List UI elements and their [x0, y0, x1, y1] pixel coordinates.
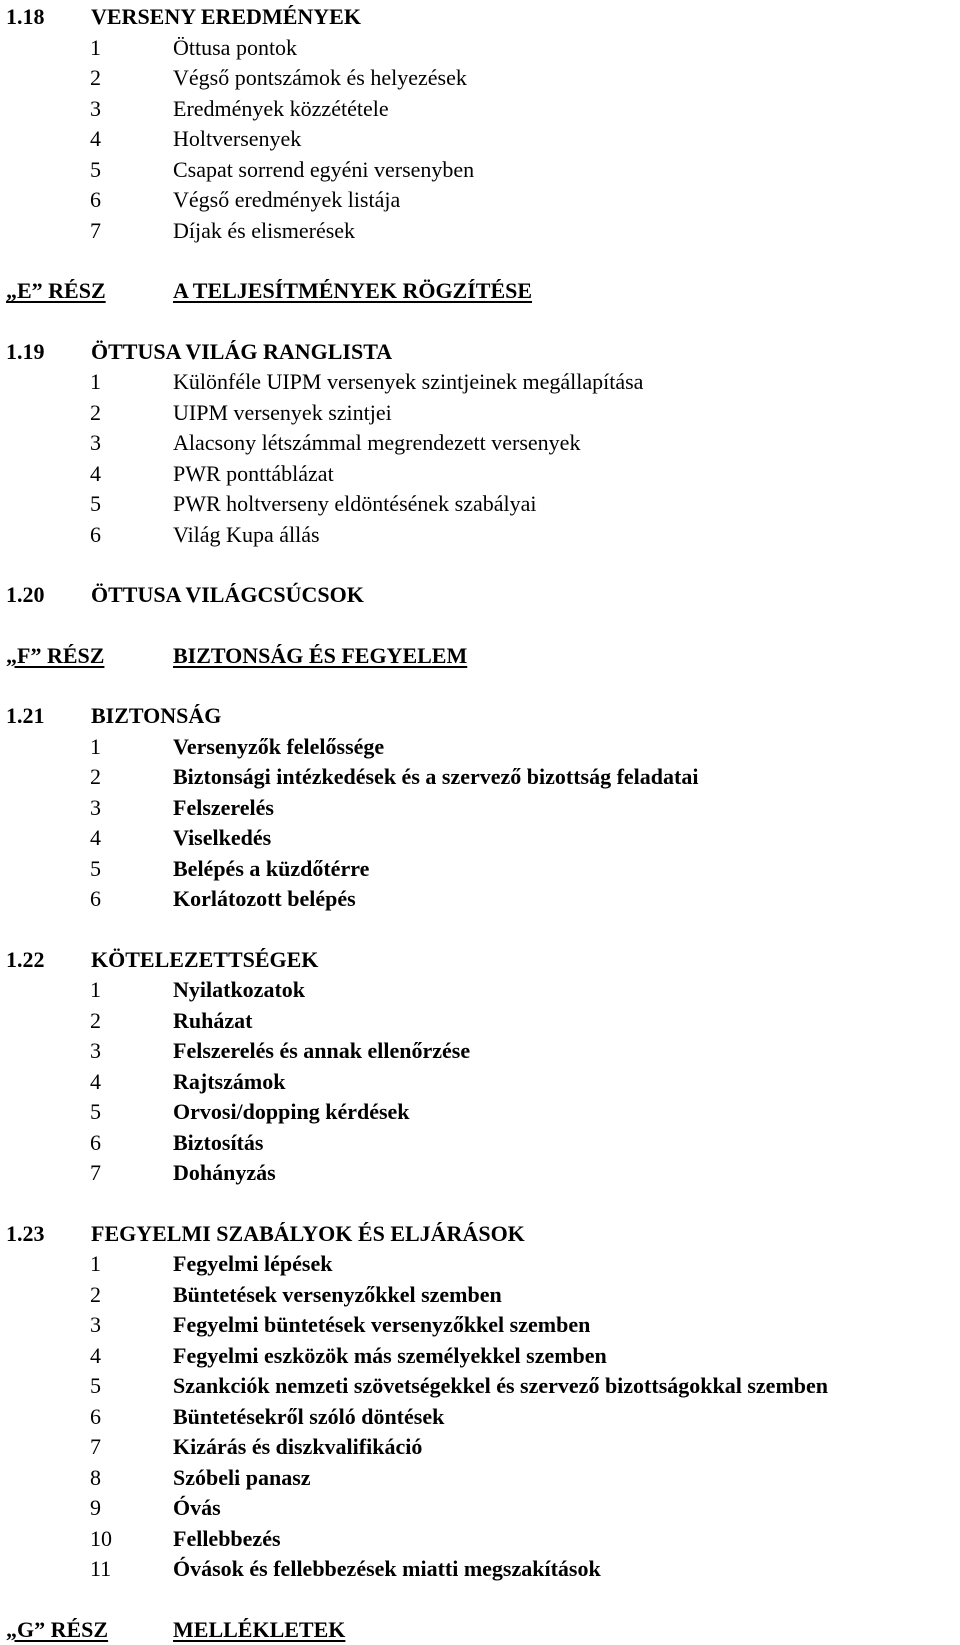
section-heading — [6, 1219, 956, 1250]
item-text: Nyilatkozatok — [173, 975, 305, 1006]
item-number: 1 — [90, 732, 101, 763]
section-heading — [6, 945, 956, 976]
item-number: 5 — [90, 489, 101, 520]
part-label: „F” RÉSZ — [6, 641, 104, 672]
item-text: UIPM versenyek szintjei — [173, 398, 392, 429]
section-number: 1.21 — [6, 701, 45, 732]
list-item — [6, 823, 956, 854]
item-text: Biztosítás — [173, 1128, 263, 1159]
section-1-21 — [6, 701, 956, 915]
list-item — [6, 1310, 956, 1341]
item-text: Csapat sorrend egyéni versenyben — [173, 155, 474, 186]
list-item — [6, 1158, 956, 1189]
part-title: A TELJESÍTMÉNYEK RÖGZÍTÉSE — [173, 276, 532, 307]
section-heading — [6, 701, 956, 732]
item-text: Végső pontszámok és helyezések — [173, 63, 467, 94]
item-text: Szóbeli panasz — [173, 1463, 311, 1494]
item-text: PWR holtverseny eldöntésének szabályai — [173, 489, 537, 520]
list-item — [6, 520, 956, 551]
item-number: 7 — [90, 1158, 101, 1189]
section-number: 1.20 — [6, 580, 45, 611]
list-item — [6, 975, 956, 1006]
item-text: Különféle UIPM versenyek szintjeinek megállapítása — [173, 367, 643, 398]
item-number: 4 — [90, 1341, 101, 1372]
section-spacer — [6, 307, 956, 337]
part-label: „G” RÉSZ — [6, 1615, 108, 1645]
list-item — [6, 94, 956, 125]
section-title: ÖTTUSA VILÁG RANGLISTA — [91, 337, 392, 368]
item-text: Ruházat — [173, 1006, 252, 1037]
list-item — [6, 1402, 956, 1433]
item-text: Világ Kupa állás — [173, 520, 320, 551]
item-text: Óvások és fellebbezések miatti megszakítások — [173, 1554, 601, 1585]
item-number: 6 — [90, 884, 101, 915]
item-number: 6 — [90, 1128, 101, 1159]
item-number: 6 — [90, 520, 101, 551]
list-item — [6, 1554, 956, 1585]
item-number: 2 — [90, 63, 101, 94]
section-1-20 — [6, 580, 956, 611]
item-text: Fegyelmi eszközök más személyekkel szemben — [173, 1341, 607, 1372]
list-item — [6, 1341, 956, 1372]
item-number: 2 — [90, 1280, 101, 1311]
section-title: BIZTONSÁG — [91, 701, 221, 732]
section-title: VERSENY EREDMÉNYEK — [91, 2, 361, 33]
item-number: 1 — [90, 367, 101, 398]
list-item — [6, 1249, 956, 1280]
item-number: 1 — [90, 1249, 101, 1280]
section-heading — [6, 337, 956, 368]
item-number: 5 — [90, 1371, 101, 1402]
item-text: Biztonsági intézkedések és a szervező bizottság feladatai — [173, 762, 698, 793]
section-title: FEGYELMI SZABÁLYOK ÉS ELJÁRÁSOK — [91, 1219, 525, 1250]
list-item — [6, 367, 956, 398]
list-item — [6, 1524, 956, 1555]
item-number: 6 — [90, 185, 101, 216]
list-item — [6, 63, 956, 94]
item-number: 7 — [90, 216, 101, 247]
list-item — [6, 884, 956, 915]
item-number: 9 — [90, 1493, 101, 1524]
list-item — [6, 1280, 956, 1311]
section-spacer — [6, 550, 956, 580]
item-number: 11 — [90, 1554, 111, 1585]
item-text: Díjak és elismerések — [173, 216, 355, 247]
section-1-23 — [6, 1219, 956, 1585]
item-text: Versenyzők felelőssége — [173, 732, 384, 763]
list-item — [6, 1006, 956, 1037]
item-number: 10 — [90, 1524, 112, 1555]
part-label: „E” RÉSZ — [6, 276, 106, 307]
item-number: 6 — [90, 1402, 101, 1433]
list-item — [6, 1432, 956, 1463]
part-heading — [6, 641, 956, 672]
item-text: Felszerelés — [173, 793, 274, 824]
list-item — [6, 793, 956, 824]
item-text: Viselkedés — [173, 823, 271, 854]
item-text: Óvás — [173, 1493, 221, 1524]
item-text: Eredmények közzététele — [173, 94, 389, 125]
item-number: 8 — [90, 1463, 101, 1494]
list-item — [6, 398, 956, 429]
list-item — [6, 489, 956, 520]
item-text: Büntetésekről szóló döntések — [173, 1402, 444, 1433]
item-text: Fellebbezés — [173, 1524, 281, 1555]
list-item — [6, 33, 956, 64]
list-item — [6, 1463, 956, 1494]
item-number: 3 — [90, 428, 101, 459]
list-item — [6, 124, 956, 155]
list-item — [6, 459, 956, 490]
item-text: Büntetések versenyzőkkel szemben — [173, 1280, 502, 1311]
item-number: 3 — [90, 1310, 101, 1341]
item-text: Rajtszámok — [173, 1067, 285, 1098]
list-item — [6, 1097, 956, 1128]
list-item — [6, 428, 956, 459]
list-item — [6, 854, 956, 885]
section-1-19 — [6, 337, 956, 551]
item-number: 4 — [90, 124, 101, 155]
item-text: Alacsony létszámmal megrendezett versenyek — [173, 428, 580, 459]
part-title: BIZTONSÁG ÉS FEGYELEM — [173, 641, 467, 672]
item-text: Fegyelmi büntetések versenyzőkkel szemben — [173, 1310, 590, 1341]
section-number: 1.18 — [6, 2, 45, 33]
item-number: 3 — [90, 1036, 101, 1067]
section-spacer — [6, 611, 956, 641]
item-text: Szankciók nemzeti szövetségekkel és szervező bizottságokkal szemben — [173, 1371, 828, 1402]
part-heading — [6, 1615, 956, 1645]
item-number: 1 — [90, 33, 101, 64]
item-text: Dohányzás — [173, 1158, 276, 1189]
item-number: 5 — [90, 1097, 101, 1128]
item-number: 1 — [90, 975, 101, 1006]
section-title: KÖTELEZETTSÉGEK — [91, 945, 318, 976]
item-text: Belépés a küzdőtérre — [173, 854, 369, 885]
item-text: Korlátozott belépés — [173, 884, 356, 915]
section-spacer — [6, 915, 956, 945]
section-heading — [6, 2, 956, 33]
item-number: 2 — [90, 398, 101, 429]
item-number: 3 — [90, 94, 101, 125]
item-number: 2 — [90, 1006, 101, 1037]
item-number: 2 — [90, 762, 101, 793]
item-text: Holtversenyek — [173, 124, 301, 155]
part-heading — [6, 276, 956, 307]
list-item — [6, 1067, 956, 1098]
item-number: 3 — [90, 793, 101, 824]
section-number: 1.19 — [6, 337, 45, 368]
section-title: ÖTTUSA VILÁGCSÚCSOK — [91, 580, 364, 611]
item-text: PWR ponttáblázat — [173, 459, 334, 490]
item-number: 4 — [90, 459, 101, 490]
section-1-18 — [6, 2, 956, 246]
item-text: Kizárás és diszkvalifikáció — [173, 1432, 422, 1463]
item-number: 5 — [90, 854, 101, 885]
section-spacer — [6, 246, 956, 276]
list-item — [6, 185, 956, 216]
section-number: 1.22 — [6, 945, 45, 976]
item-text: Fegyelmi lépések — [173, 1249, 332, 1280]
item-number: 4 — [90, 1067, 101, 1098]
section-heading — [6, 580, 956, 611]
list-item — [6, 1493, 956, 1524]
item-text: Végső eredmények listája — [173, 185, 400, 216]
list-item — [6, 732, 956, 763]
item-number: 4 — [90, 823, 101, 854]
list-item — [6, 762, 956, 793]
item-number: 7 — [90, 1432, 101, 1463]
table-of-contents — [6, 2, 956, 1645]
section-spacer — [6, 1585, 956, 1615]
section-spacer — [6, 1189, 956, 1219]
list-item — [6, 1036, 956, 1067]
part-title: MELLÉKLETEK — [173, 1615, 345, 1645]
list-item — [6, 155, 956, 186]
item-number: 5 — [90, 155, 101, 186]
section-number: 1.23 — [6, 1219, 45, 1250]
list-item — [6, 1371, 956, 1402]
item-text: Öttusa pontok — [173, 33, 297, 64]
section-spacer — [6, 671, 956, 701]
item-text: Felszerelés és annak ellenőrzése — [173, 1036, 470, 1067]
list-item — [6, 216, 956, 247]
item-text: Orvosi/dopping kérdések — [173, 1097, 410, 1128]
list-item — [6, 1128, 956, 1159]
section-1-22 — [6, 945, 956, 1189]
